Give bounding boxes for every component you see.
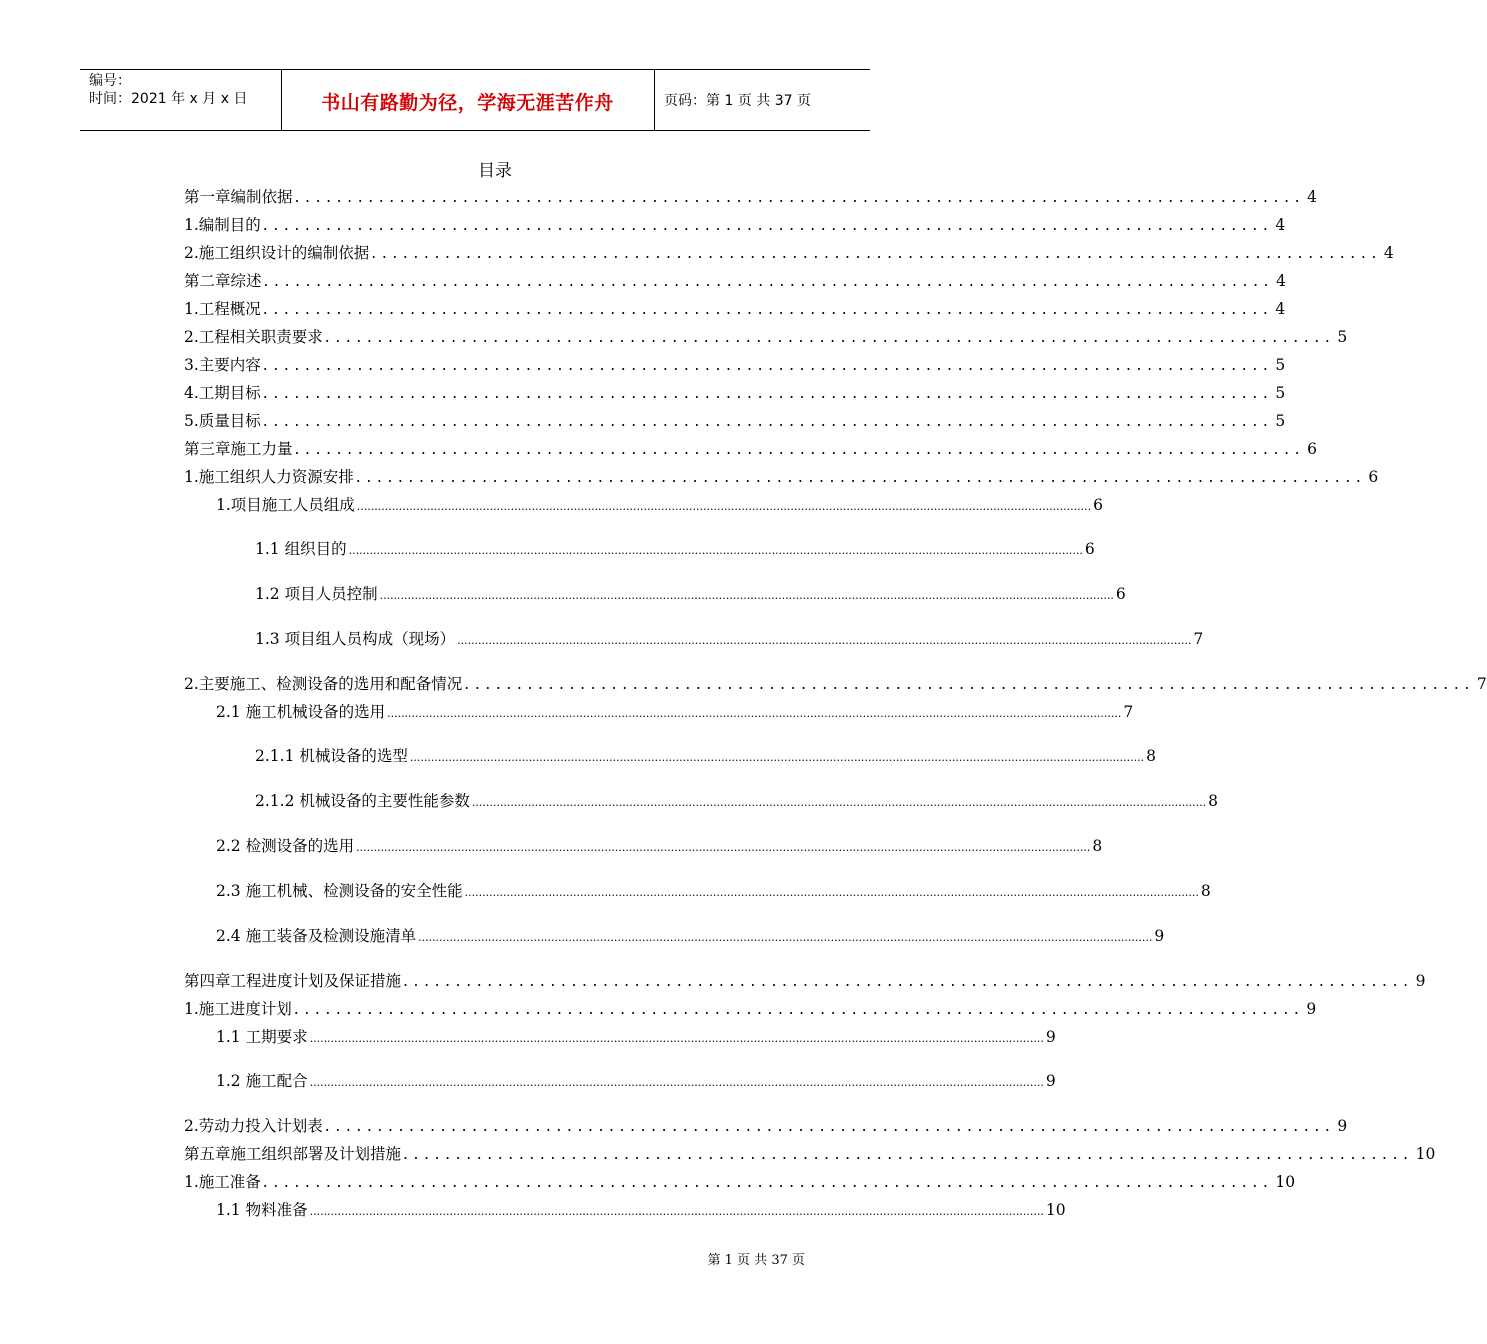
toc-entry[interactable] (216, 700, 1134, 722)
toc-dot-leader: ................................................................................................ (293, 1000, 1305, 1018)
toc-entry-label: 1.施工进度计划 (184, 1000, 292, 1018)
toc-entry-label: 2.4 施工装备及检测设施清单 (216, 927, 417, 945)
toc-entry-title: 综述 (230, 272, 262, 290)
toc-entry-label: 2.1.2 机械设备的主要性能参数 (255, 792, 470, 810)
toc-entry[interactable] (184, 969, 1426, 991)
page-header (80, 69, 870, 131)
toc-entry-label: 1.施工准备 (184, 1173, 261, 1191)
toc-dot-leader: ................................................................................................ (262, 1173, 1274, 1191)
toc-entry[interactable] (184, 325, 1348, 347)
toc-entry[interactable] (184, 185, 1317, 207)
toc-entry-label: 1.2 施工配合 (216, 1072, 308, 1090)
toc-entry[interactable] (216, 493, 1103, 515)
toc-entry[interactable] (216, 1025, 1056, 1047)
toc-entry-label: 1.施工组织人力资源安排 (184, 468, 354, 486)
toc-entry-page: 6 (1115, 585, 1126, 603)
toc-dot-leader: ................................................................................................ (262, 216, 1274, 234)
toc-entry-label: 第一章 (184, 188, 231, 206)
toc-entry-label: 1.1 物料准备 (216, 1201, 308, 1219)
toc-entry-page: 6 (1093, 496, 1103, 514)
toc-entry-page: 7 (1193, 630, 1204, 648)
toc-dot-leader: ................................................................................................ (324, 328, 1336, 346)
toc-entry-label: 5.质量目标 (184, 412, 261, 430)
toc-entry[interactable] (184, 213, 1286, 235)
toc-entry[interactable] (255, 627, 1204, 649)
toc-entry-label: 第三章 (184, 440, 231, 458)
toc-entry-label: 1.工程概况 (184, 300, 261, 318)
toc-entry[interactable] (184, 1142, 1436, 1164)
toc-entry-label: 2.3 施工机械、检测设备的安全性能 (216, 882, 463, 900)
toc-entry-page: 4 (1383, 244, 1394, 262)
page-footer: 第 1 页 共 37 页 (707, 1253, 805, 1268)
toc-dot-leader: ................................................................................................ (263, 272, 1275, 290)
toc-dot-leader: .................................................................................................................................................................................................................. (418, 931, 1153, 944)
toc-dot-leader: .................................................................................................................................................................................................................. (464, 886, 1199, 899)
toc-entry-page: 8 (1092, 837, 1103, 855)
toc-dot-leader: .................................................................................................................................................................................................................. (348, 544, 1083, 557)
toc-entry-label: 第二章 (184, 272, 231, 290)
toc-entry-title: 工程进度计划及保证措施 (230, 972, 402, 990)
toc-dot-leader: ................................................................................................ (294, 440, 1306, 458)
toc-dot-leader: .................................................................................................................................................................................................................. (309, 1076, 1044, 1089)
toc-dot-leader: ................................................................................................ (324, 1117, 1336, 1135)
toc-dot-leader: ................................................................................................ (355, 468, 1367, 486)
document-time-label: 时间：2021 年 x 月 x 日 (89, 91, 248, 107)
toc-title: 目录 (478, 161, 512, 181)
toc-entry[interactable] (184, 437, 1317, 459)
header-motto: 书山有路勤为径，学海无涯苦作舟 (321, 92, 614, 114)
document-number-label: 编号： (89, 73, 131, 89)
toc-dot-leader: .................................................................................................................................................................................................................. (471, 796, 1207, 809)
toc-entry-page: 5 (1337, 328, 1348, 346)
toc-entry-page: 6 (1307, 440, 1317, 458)
toc-entry-page: 9 (1415, 972, 1426, 990)
toc-entry-label: 2.1 施工机械设备的选用 (216, 703, 386, 721)
toc-entry[interactable] (184, 269, 1286, 291)
toc-dot-leader: .................................................................................................................................................................................................................. (356, 500, 1092, 513)
toc-entry-page: 10 (1275, 1173, 1296, 1191)
toc-entry-page: 5 (1275, 384, 1286, 402)
toc-entry-label: 1.编制目的 (184, 216, 261, 234)
toc-dot-leader: .................................................................................................................................................................................................................. (309, 1205, 1044, 1218)
toc-entry[interactable] (184, 297, 1286, 319)
toc-dot-leader: .................................................................................................................................................................................................................. (409, 751, 1145, 764)
toc-entry-label: 1.1 工期要求 (216, 1028, 308, 1046)
toc-entry[interactable] (216, 879, 1211, 901)
toc-entry[interactable] (216, 1198, 1066, 1220)
toc-entry-label: 第五章 (184, 1145, 231, 1163)
toc-entry[interactable] (184, 241, 1394, 263)
toc-entry[interactable] (184, 1170, 1296, 1192)
toc-entry-page: 10 (1415, 1145, 1436, 1163)
toc-entry-label: 1.3 项目组人员构成（现场） (255, 630, 456, 648)
toc-entry-title: 编制依据 (230, 188, 293, 206)
toc-entry-page: 5 (1275, 356, 1286, 374)
toc-dot-leader: ................................................................................................ (262, 356, 1274, 374)
toc-entry-label: 2.1.1 机械设备的选型 (255, 747, 408, 765)
toc-entry-page: 7 (1123, 703, 1134, 721)
toc-dot-leader: .................................................................................................................................................................................................................. (356, 841, 1091, 854)
toc-entry-page: 4 (1276, 272, 1286, 290)
toc-dot-leader: ................................................................................................ (294, 188, 1306, 206)
toc-entry-page: 9 (1337, 1117, 1348, 1135)
toc-dot-leader: ................................................................................................ (262, 412, 1274, 430)
toc-entry-label: 2.主要施工、检测设备的选用和配备情况 (184, 675, 463, 693)
toc-entry[interactable] (184, 381, 1286, 403)
toc-entry[interactable] (184, 1114, 1348, 1136)
toc-entry-label: 2.2 检测设备的选用 (216, 837, 355, 855)
toc-entry-label: 1.2 项目人员控制 (255, 585, 378, 603)
toc-entry-page: 4 (1307, 188, 1317, 206)
toc-entry-label: 2.工程相关职责要求 (184, 328, 323, 346)
toc-entry-title: 施工力量 (230, 440, 293, 458)
toc-entry[interactable] (216, 1069, 1056, 1091)
toc-dot-leader: ................................................................................................ (262, 384, 1274, 402)
toc-dot-leader: ................................................................................................ (262, 300, 1274, 318)
toc-entry-label: 2.施工组织设计的编制依据 (184, 244, 370, 262)
toc-entry-page: 9 (1154, 927, 1165, 945)
toc-entry-label: 1.1 组织目的 (255, 540, 347, 558)
toc-entry-page: 4 (1275, 216, 1286, 234)
toc-dot-leader: ................................................................................................ (403, 972, 1414, 990)
toc-entry-page: 8 (1146, 747, 1157, 765)
toc-entry[interactable] (184, 353, 1286, 375)
toc-entry[interactable] (216, 834, 1103, 856)
toc-entry-page: 5 (1275, 412, 1286, 430)
toc-entry-page: 7 (1476, 675, 1487, 693)
toc-entry[interactable] (184, 465, 1379, 487)
toc-entry-label: 3.主要内容 (184, 356, 261, 374)
toc-entry-page: 4 (1275, 300, 1286, 318)
toc-entry[interactable] (255, 744, 1157, 766)
header-page-info: 页码：第 1 页 共 37 页 (664, 93, 811, 109)
toc-entry-page: 10 (1045, 1201, 1066, 1219)
toc-entry-page: 6 (1368, 468, 1379, 486)
toc-entry[interactable] (255, 789, 1219, 811)
toc-entry-page: 6 (1084, 540, 1095, 558)
toc-entry-label: 4.工期目标 (184, 384, 261, 402)
toc-entry-page: 9 (1045, 1028, 1056, 1046)
toc-entry-page: 9 (1306, 1000, 1317, 1018)
toc-entry-title: 施工组织部署及计划措施 (230, 1145, 402, 1163)
toc-entry-label: 1.项目施工人员组成 (216, 496, 355, 514)
toc-entry-page: 9 (1045, 1072, 1056, 1090)
toc-entry[interactable] (216, 924, 1165, 946)
toc-dot-leader: ................................................................................................ (403, 1145, 1414, 1163)
toc-entry[interactable] (184, 672, 1487, 694)
toc-entry-page: 8 (1208, 792, 1219, 810)
toc-dot-leader: .................................................................................................................................................................................................................. (387, 707, 1122, 720)
header-page-cell (654, 70, 870, 130)
toc-entry[interactable] (184, 409, 1286, 431)
toc-dot-leader: ................................................................................................ (371, 244, 1382, 262)
toc-entry-page: 8 (1200, 882, 1211, 900)
toc-entry-label: 2.劳动力投入计划表 (184, 1117, 323, 1135)
header-motto-cell (281, 70, 655, 130)
toc-entry-label: 第四章 (184, 972, 231, 990)
toc-dot-leader: .................................................................................................................................................................................................................. (379, 589, 1114, 602)
toc-dot-leader: .................................................................................................................................................................................................................. (309, 1032, 1044, 1045)
toc-entry[interactable] (255, 537, 1095, 559)
toc-dot-leader: .................................................................................................................................................................................................................. (457, 634, 1192, 647)
toc-entry[interactable] (184, 997, 1317, 1019)
toc-dot-leader: ................................................................................................ (464, 675, 1475, 693)
header-meta-cell (80, 70, 282, 130)
toc-entry[interactable] (255, 582, 1126, 604)
